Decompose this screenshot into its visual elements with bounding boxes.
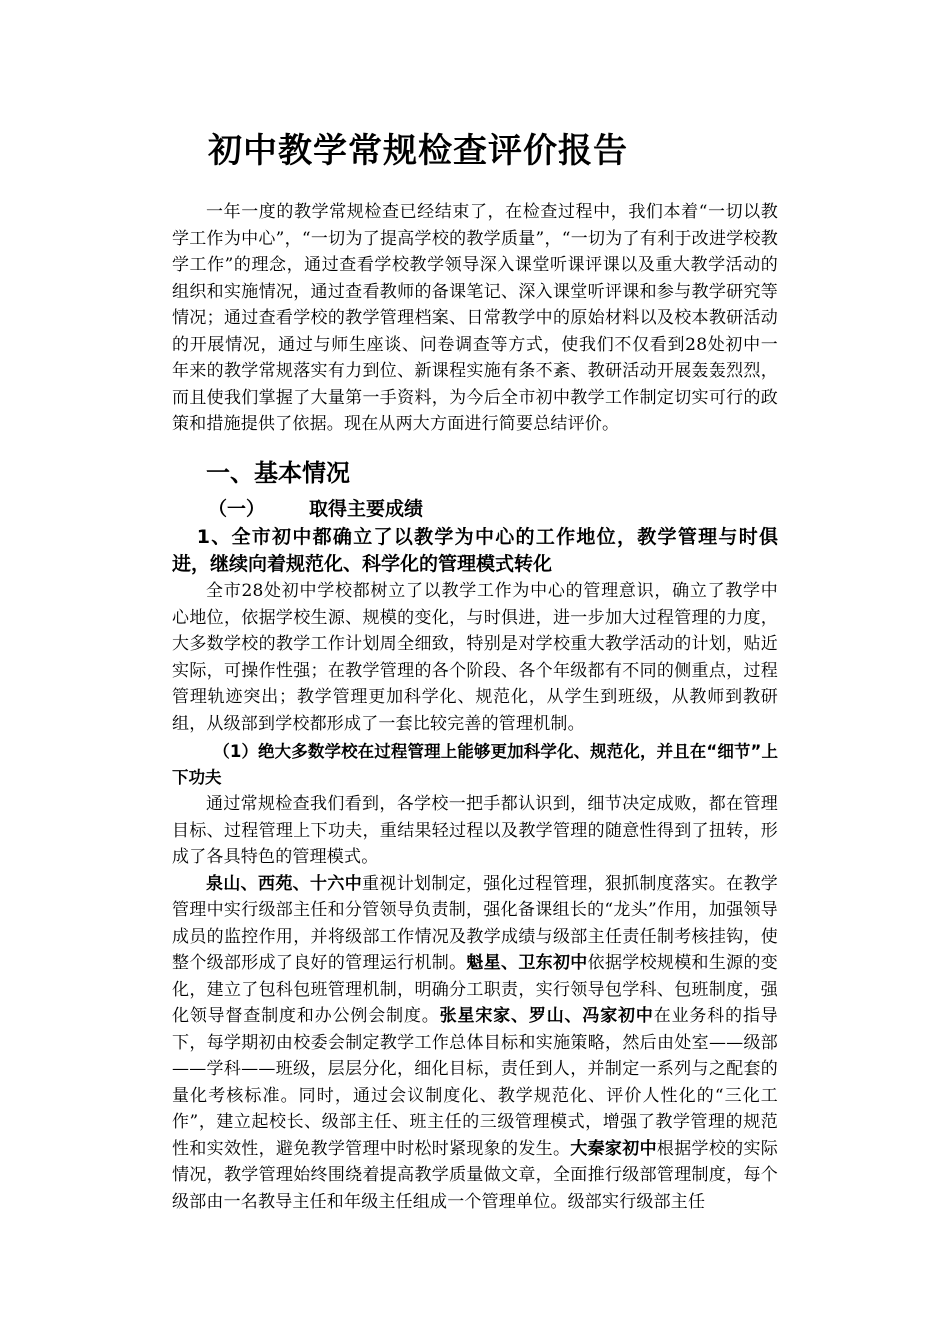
subsection-number: （一） [208,498,266,520]
school-text-4: 根据学校的实际情况，教学管理始终围绕着提高教学质量做文章，全面推行级部管理制度，每个级部由一名教导主任和年级主任组成一个管理单位。级部实行级部主任 [172,1138,778,1212]
document-title: 初中教学常规检查评价报告 [208,131,628,171]
point1-section [172,524,778,1215]
school-names-3: 张星宋家、罗山、冯家初中 [439,1006,654,1026]
item1-paragraph: 通过常规检查我们看到，各学校一把手都认识到，细节决定成败，都在管理目标、过程管理上下功夫，重结果轻过程以及教学管理的随意性得到了扭转，形成了各具特色的管理模式。 [172,794,778,867]
section-heading-basic: 一、基本情况 [206,459,350,487]
school-text-2: 依据学校规模和生源的变化，建立了包科包班管理机制，明确分工职责，实行领导包学科、包班制度，强化领导督查制度和办公例会制度。 [172,953,779,1026]
school-names-4: 大秦家初中 [570,1138,657,1159]
point1-heading: 1、全市初中都确立了以教学为中心的工作地位，教学管理与时俱进，继续向着规范化、科学化的管理模式转化 [172,526,778,575]
item1-heading: （1）绝大多数学校在过程管理上能够更加科学化、规范化，并且在“细节”上下功夫 [172,742,778,787]
school-names-2: 魁星、卫东初中 [466,953,588,973]
intro-section [172,199,778,438]
school-text-3: 在业务科的指导下，每学期初由校委会制定教学工作总体目标和实施策略，然后由处室——级部——学科——班级，层层分化，细化目标，责任到人，并制定一系列与之配套的量化考核标准。同时，通过会议制度化、教学规范化、评价人性化的“三化工作”，建立起校长、级部主任、班主任的三级管理模式，增强了教学管理的规范性和实效性，避免教学管理中时松时紧现象的发生。 [172,1006,779,1159]
school-names-1: 泉山、西苑、十六中 [206,873,363,894]
intro-paragraph: 一年一度的教学常规检查已经结束了，在检查过程中，我们本着“一切以教学工作为中心”，“一切为了提高学校的教学质量”，“一切为了有利于改进学校教学工作”的理念，通过查看学校教学领导深入课堂听课评课以及重大教学活动的组织和实施情况，通过查看教师的备课笔记、深入课堂听评课和参与教学研究等情况；通过查看学校的教学管理档案、日常教学中的原始材料以及校本教研活动的开展情况，通过与师生座谈、问卷调查等方式，使我们不仅看到28处初中一年来的教学常规落实有力到位、新课程实施有条不紊、教研活动开展轰轰烈烈，而且使我们掌握了大量第一手资料，为今后全市初中教学工作制定切实可行的政策和措施提供了依据。现在从两大方面进行简要总结评价。 [172,202,778,434]
subsection-heading [208,495,423,523]
schools-paragraph [172,871,778,1216]
school-text-1: 重视计划制定，强化过程管理，狠抓制度落实。在教学管理中实行级部主任和分管领导负责制，强化备课组长的“龙头”作用，加强领导成员的监控作用，并将级部工作情况及教学成绩与级部主任责任制考核挂钩，使整个级部形成了良好的管理运行机制。 [172,873,778,973]
document-page [172,0,778,1344]
subsection-title: 取得主要成绩 [309,498,424,520]
point1-paragraph: 全市28处初中学校都树立了以教学工作为中心的管理意识，确立了教学中心地位，依据学校生源、规模的变化，与时俱进，进一步加大过程管理的力度，大多数学校的教学工作计划周全细致，特别是对学校重大教学活动的计划，贴近实际，可操作性强；在教学管理的各个阶段、各个年级都有不同的侧重点，过程管理轨迹突出；教学管理更加科学化、规范化，从学生到班级，从教师到教研组，从级部到学校都形成了一套比较完善的管理机制。 [172,581,778,734]
